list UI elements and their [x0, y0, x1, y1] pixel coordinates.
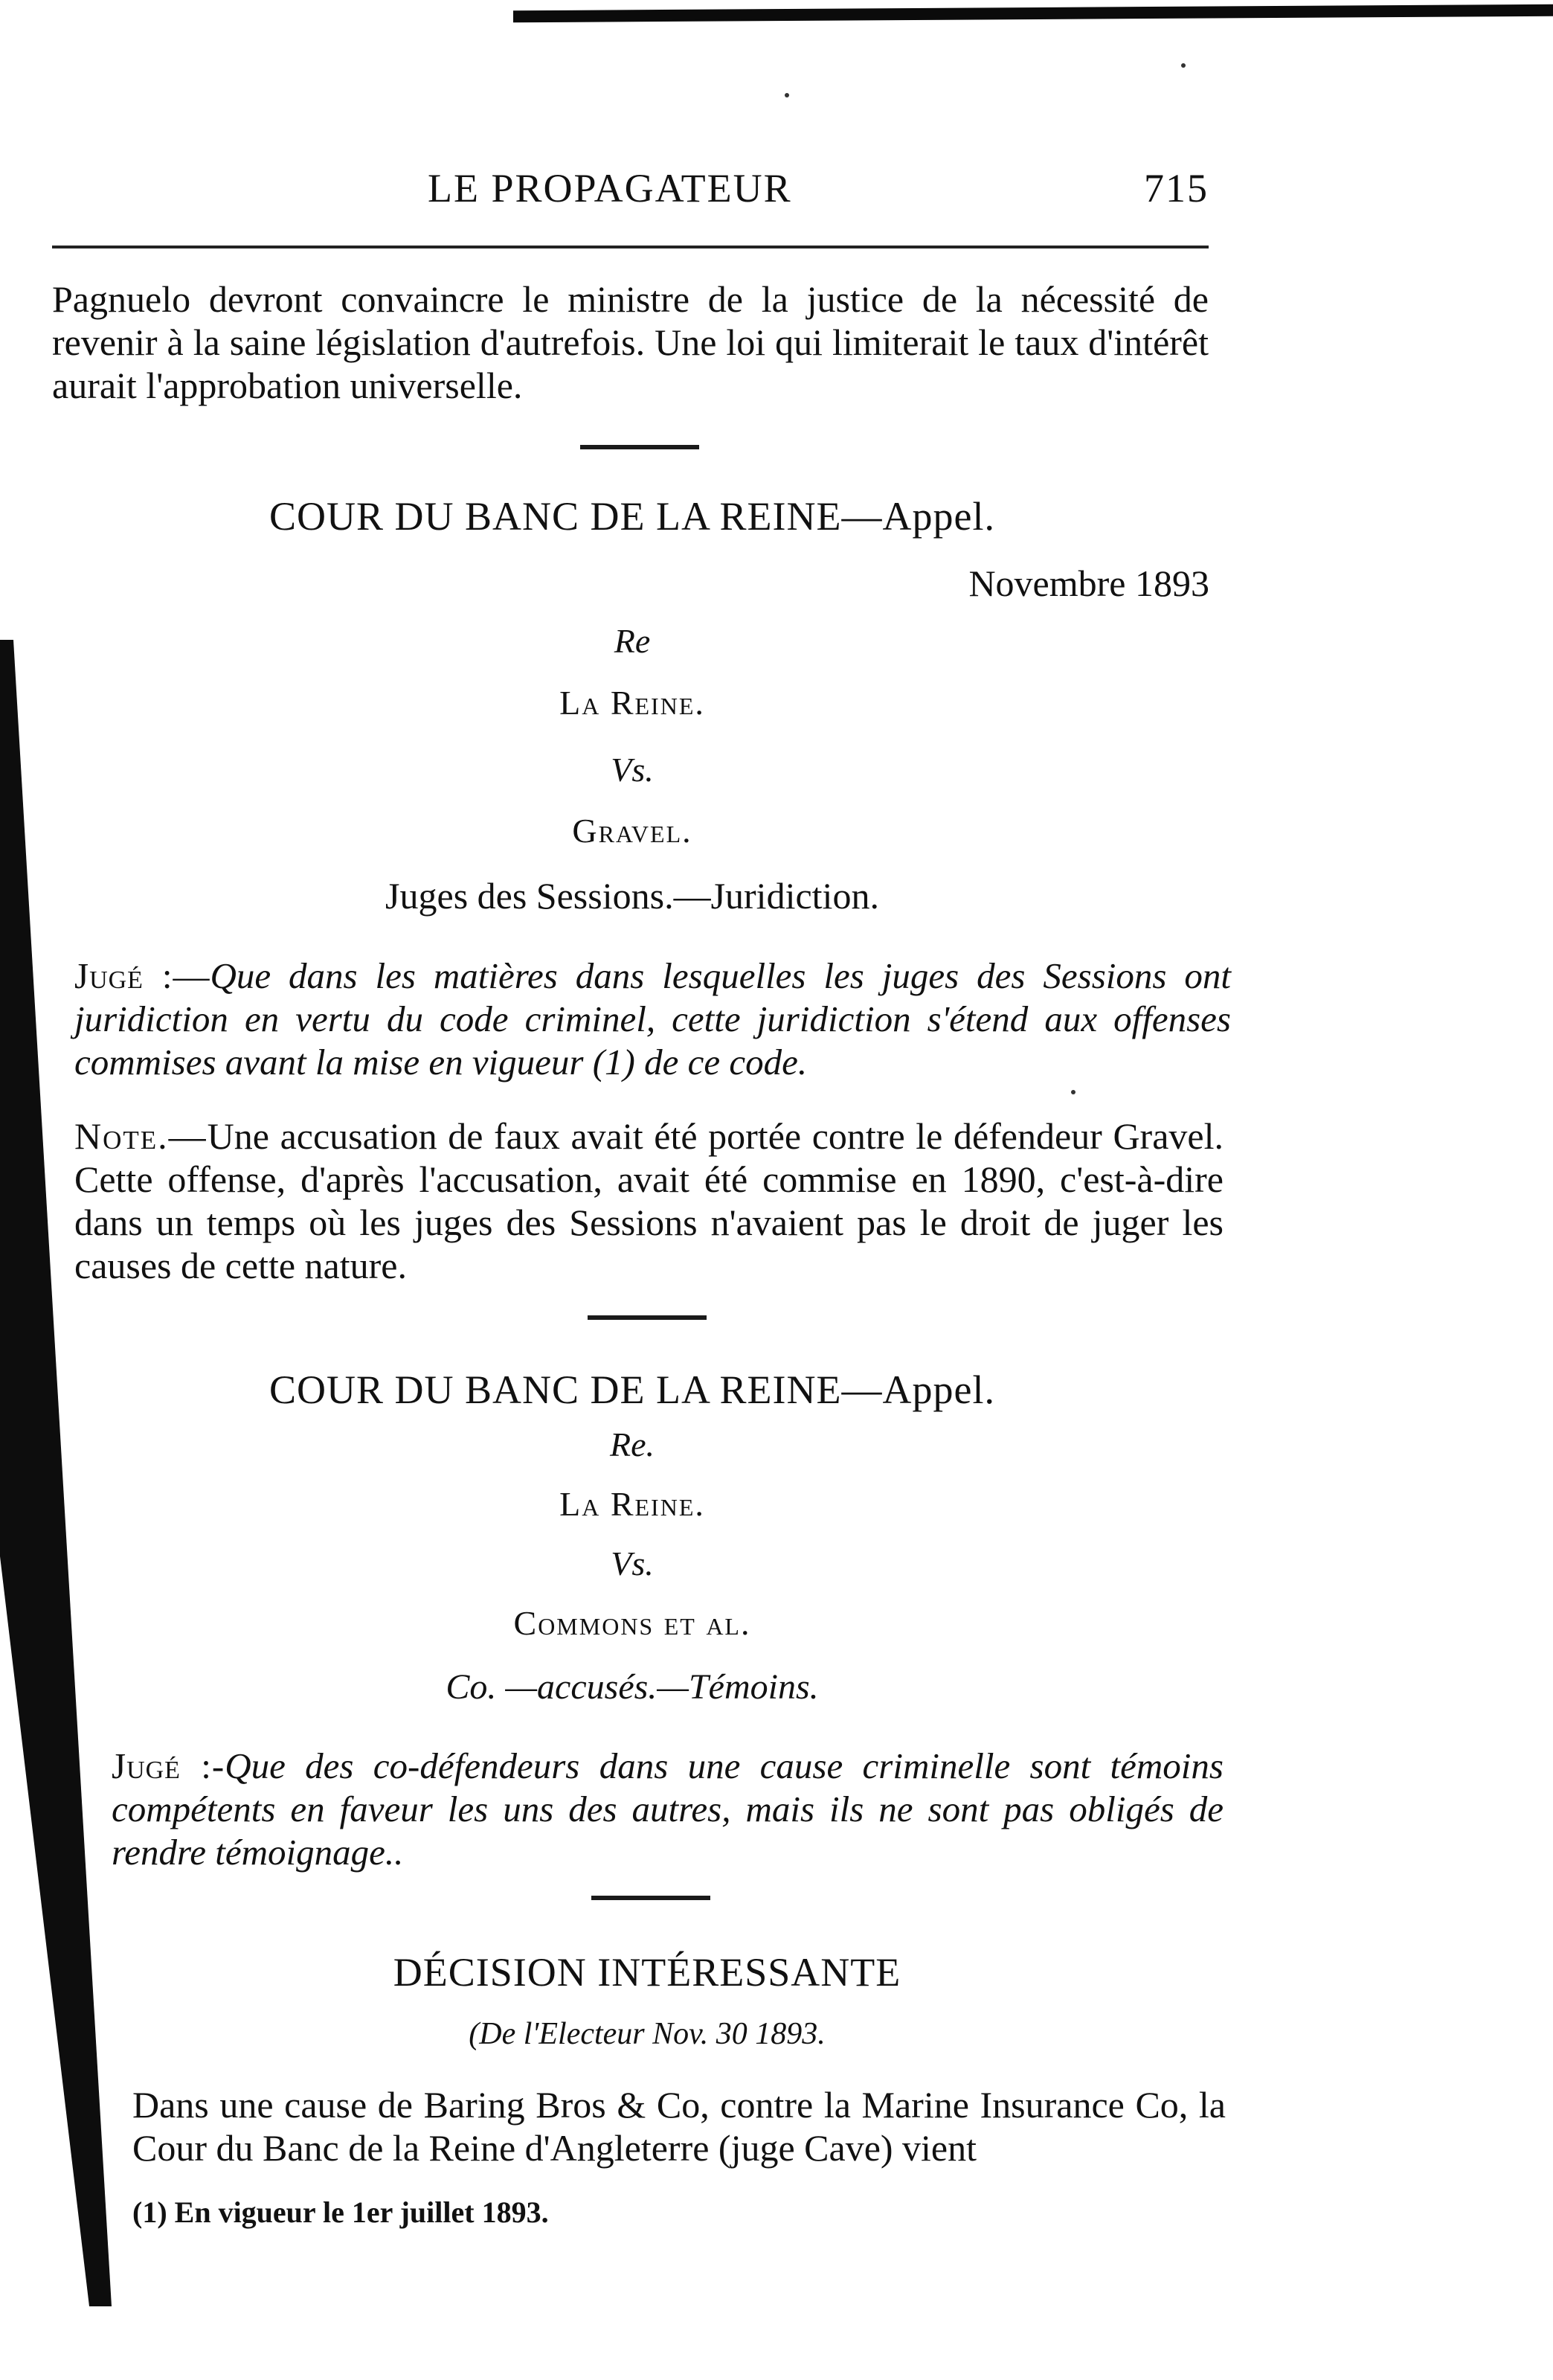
case1-holding — [74, 955, 1231, 1084]
case2-subject: Co. —accusés.—Témoins. — [446, 1667, 819, 1707]
section-divider — [580, 445, 699, 449]
section-divider — [588, 1315, 707, 1320]
case1-holding-label: Jugé :— — [74, 955, 210, 996]
case2-party1: La Reine. — [559, 1485, 705, 1523]
case1-date: Novembre 1893 — [968, 562, 1209, 604]
scan-border-top — [513, 4, 1553, 23]
header-rule — [52, 246, 1209, 248]
case1-court-heading: COUR DU BANC DE LA REINE—Appel. — [269, 494, 995, 539]
case2-holding — [112, 1745, 1224, 1874]
decision-source: (De l'Electeur Nov. 30 1893. — [469, 2017, 826, 2051]
case2-re: Re. — [609, 1425, 655, 1463]
journal-title: LE PROPAGATEUR — [428, 166, 792, 211]
footnote: (1) En vigueur le 1er juillet 1893. — [132, 2195, 549, 2229]
case2-party2: Commons et al. — [513, 1604, 751, 1642]
decision-text: Dans une cause de Baring Bros & Co, contre la Marine Insurance Co, la Cour du Banc de la Reine d'Angleterre (juge Cave) vient — [132, 2084, 1226, 2169]
case1-subject: Juges des Sessions.—Juridiction. — [385, 875, 879, 917]
page-number: 715 — [1144, 166, 1209, 211]
decision-heading: DÉCISION INTÉRESSANTE — [393, 1950, 901, 1995]
case2-court-heading: COUR DU BANC DE LA REINE—Appel. — [269, 1367, 995, 1412]
case1-holding-text: Que dans les matières dans lesquelles les juges des Sessions ont juridiction en vertu du code criminel, cette juridiction s'étend aux offenses commises avant la mise en vigueur (1) de ce code. — [74, 955, 1231, 1082]
speck — [1071, 1090, 1075, 1094]
case1-party2: Gravel. — [572, 812, 692, 850]
speck — [1181, 63, 1186, 68]
intro-paragraph: Pagnuelo devront convaincre le ministre de la justice de la nécessité de revenir à la saine législation d'autrefois. Une loi qui limiterait le taux d'intérêt aurait l'approbation universelle. — [52, 278, 1209, 406]
case2-holding-label: Jugé :- — [112, 1745, 225, 1786]
case1-note — [74, 1114, 1224, 1287]
speck — [785, 93, 789, 97]
case1-note-label: Note.— — [74, 1115, 208, 1157]
case1-note-text: Une accusation de faux avait été portée contre le défendeur Gravel. Cette offense, d'après l'accusation, avait été commise en 1890, c'est-à-dire dans un temps où les juges des Sessions n'avaient pas le droit de juger les causes de cette nature. — [74, 1115, 1224, 1286]
section-divider — [591, 1896, 710, 1900]
case1-vs: Vs. — [611, 751, 654, 789]
case1-re: Re — [614, 622, 651, 660]
case2-holding-text: Que des co-défendeurs dans une cause criminelle sont témoins compétents en faveur les uns des autres, mais ils ne sont pas obligés de rendre témoignage.. — [112, 1745, 1224, 1873]
case1-party1: La Reine. — [559, 684, 705, 722]
case2-vs: Vs. — [611, 1545, 654, 1582]
